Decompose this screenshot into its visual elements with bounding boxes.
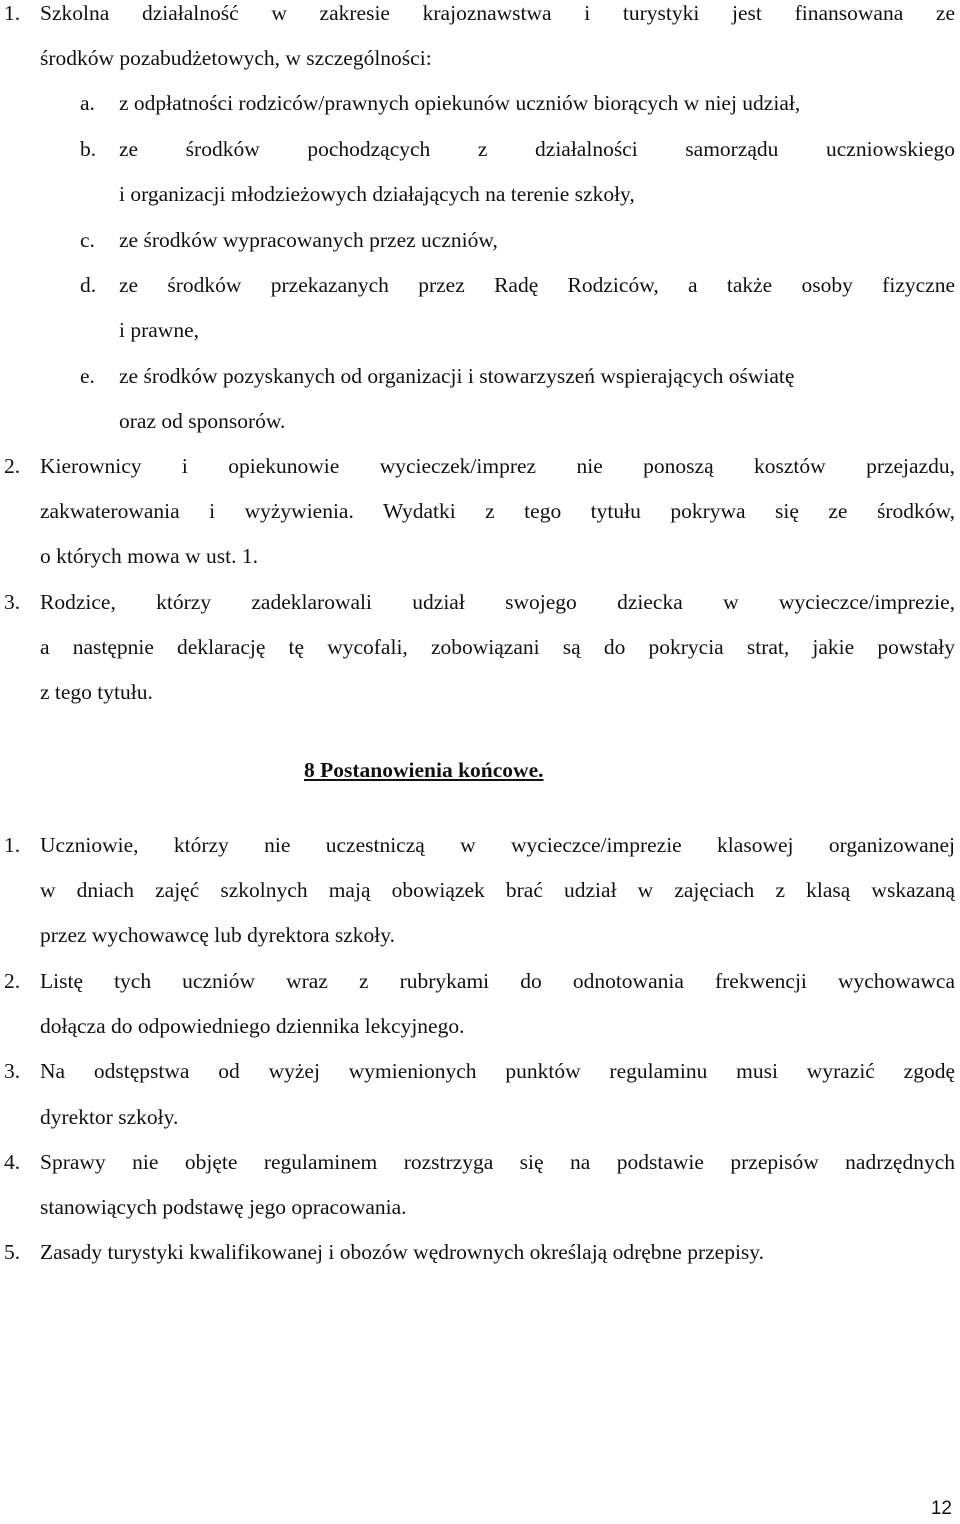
paragraph-line: zakwaterowania i wyżywienia. Wydatki z tego tytułu pokrywa się ze środków, [40,499,955,523]
page-number: 12 [930,1498,952,1519]
list-number: 2. [4,454,21,478]
list-number: 5. [4,1240,21,1264]
paragraph-line: a następnie deklarację tę wycofali, zobowiązani są do pokrycia strat, jakie powstały [40,635,955,659]
paragraph-line: Szkolna działalność w zakresie krajoznawstwa i turystyki jest finansowana ze [40,1,955,25]
list-number: 1. [4,1,21,25]
sublist-letter: b. [80,137,97,161]
sublist-line: i prawne, [119,318,199,342]
paragraph-line: Zasady turystyki kwalifikowanej i obozów wędrownych określają odrębne przepisy. [40,1240,765,1264]
paragraph-line: Kierownicy i opiekunowie wycieczek/imprez nie ponoszą kosztów przejazdu, [40,454,955,478]
paragraph-line: dyrektor szkoły. [40,1105,179,1129]
list-number: 1. [4,833,21,857]
sublist-line: i organizacji młodzieżowych działających na terenie szkoły, [119,182,635,206]
paragraph-line: Rodzice, którzy zadeklarowali udział swojego dziecka w wycieczce/imprezie, [40,590,955,614]
list-number: 2. [4,969,21,993]
sublist-letter: a. [80,91,95,115]
sublist-line: ze środków przekazanych przez Radę Rodziców, a także osoby fizyczne [119,273,955,297]
paragraph-line: Uczniowie, którzy nie uczestniczą w wycieczce/imprezie klasowej organizowanej [40,833,955,857]
list-number: 3. [4,590,21,614]
sublist-line: ze środków pochodzących z działalności samorządu uczniowskiego [119,137,955,161]
list-number: 4. [4,1150,21,1174]
paragraph-line: dołącza do odpowiedniego dziennika lekcyjnego. [40,1014,465,1038]
sublist-line: ze środków wypracowanych przez uczniów, [119,228,498,252]
paragraph-line: Sprawy nie objęte regulaminem rozstrzyga się na podstawie przepisów nadrzędnych [40,1150,955,1174]
paragraph-line: w dniach zajęć szkolnych mają obowiązek brać udział w zajęciach z klasą wskazaną [40,878,955,902]
sublist-letter: c. [80,228,95,252]
list-number: 3. [4,1059,21,1083]
sublist-line: ze środków pozyskanych od organizacji i stowarzyszeń wspierających oświatę [119,364,795,388]
sublist-letter: e. [80,364,95,388]
paragraph-line: Na odstępstwa od wyżej wymienionych punktów regulaminu musi wyrazić zgodę [40,1059,955,1083]
paragraph-line: przez wychowawcę lub dyrektora szkoły. [40,923,396,947]
paragraph-line: stanowiących podstawę jego opracowania. [40,1195,407,1219]
sublist-letter: d. [80,273,97,297]
sublist-line: oraz od sponsorów. [119,409,286,433]
paragraph-line: środków pozabudżetowych, w szczególności: [40,46,432,70]
paragraph-line: o których mowa w ust. 1. [40,544,258,568]
paragraph-line: Listę tych uczniów wraz z rubrykami do odnotowania frekwencji wychowawca [40,969,955,993]
sublist-line: z odpłatności rodziców/prawnych opiekunów uczniów biorących w niej udział, [119,91,801,115]
section-heading: 8 Postanowienia końcowe. [304,758,544,782]
paragraph-line: z tego tytułu. [40,680,153,704]
